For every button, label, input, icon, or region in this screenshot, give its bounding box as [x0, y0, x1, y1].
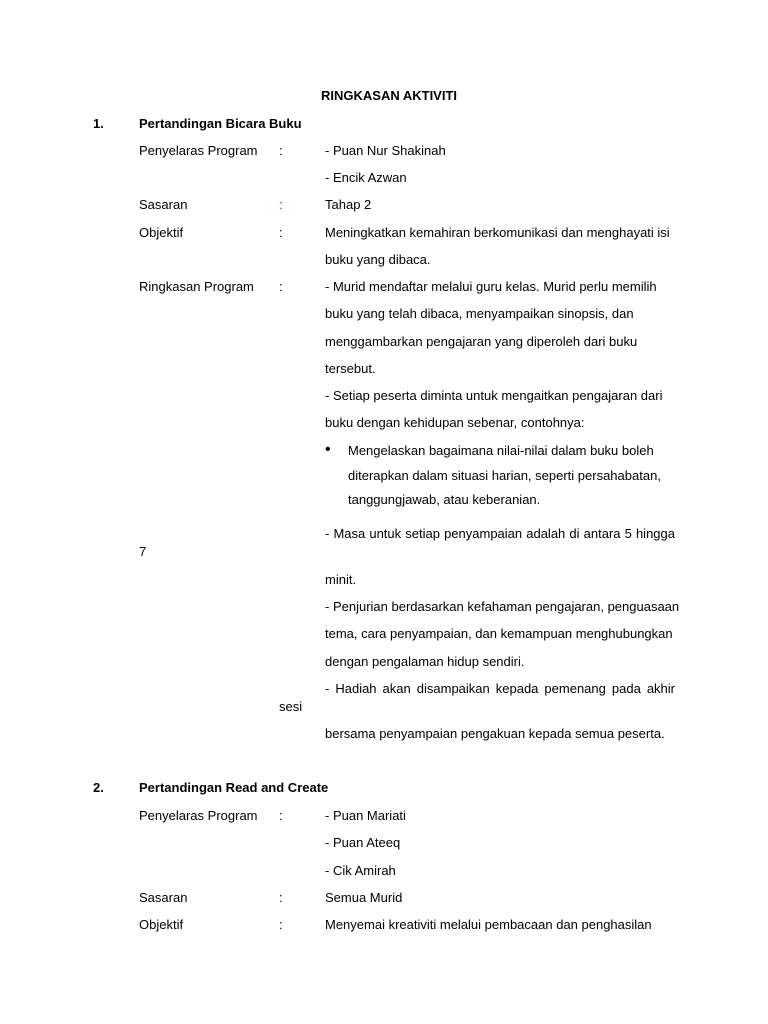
penyelaras-label: Penyelaras Program — [139, 143, 258, 158]
section-2-heading: Pertandingan Read and Create — [139, 780, 329, 795]
page-title: RINGKASAN AKTIVITI — [321, 88, 458, 103]
masa-line-1: - Masa untuk setiap penyampaian adalah di antara 5 hingga — [325, 526, 675, 541]
bullet-marker: • — [325, 441, 331, 458]
s2-penyelaras-1: - Puan Mariati — [325, 808, 406, 823]
s2-objektif-line-1: Menyemai kreativiti melalui pembacaan dan penghasilan — [325, 917, 652, 932]
s2-penyelaras-3: - Cik Amirah — [325, 863, 396, 878]
s2-penyelaras-2: - Puan Ateeq — [325, 835, 401, 850]
ringkasan-label: Ringkasan Program — [139, 279, 254, 294]
s2-penyelaras-label: Penyelaras Program — [139, 808, 258, 823]
sasaran-colon: : — [279, 197, 283, 212]
sasaran-value: Tahap 2 — [325, 197, 372, 212]
penyelaras-2: - Encik Azwan — [325, 170, 407, 185]
sasaran-label: Sasaran — [139, 197, 188, 212]
s2-sasaran-value: Semua Murid — [325, 890, 403, 905]
bullet-line-3: tanggungjawab, atau keberanian. — [348, 492, 541, 507]
s2-penyelaras-colon: : — [279, 808, 283, 823]
objektif-label: Objektif — [139, 225, 184, 240]
ringkasan-colon: : — [279, 279, 283, 294]
ringkasan-line-6: buku dengan kehidupan sebenar, contohnya: — [325, 415, 585, 430]
masa-overflow: 7 — [139, 544, 147, 559]
objektif-colon: : — [279, 225, 283, 240]
penyelaras-1: - Puan Nur Shakinah — [325, 143, 446, 158]
s2-sasaran-label: Sasaran — [139, 890, 188, 905]
ringkasan-line-2: buku yang telah dibaca, menyampaikan sinopsis, dan — [325, 306, 634, 321]
s2-objektif-colon: : — [279, 917, 283, 932]
ringkasan-line-5: - Setiap peserta diminta untuk mengaitkan pengajaran dari — [325, 388, 663, 403]
hadiah-line-2: bersama penyampaian pengakuan kepada semua peserta. — [325, 726, 665, 741]
bullet-line-2: diterapkan dalam situasi harian, seperti persahabatan, — [348, 468, 661, 483]
penjurian-line-2: tema, cara penyampaian, dan kemampuan menghubungkan — [325, 626, 673, 641]
masa-line-2: minit. — [325, 572, 357, 587]
bullet-line-1: Mengelaskan bagaimana nilai-nilai dalam buku boleh — [348, 443, 654, 458]
section-1-number: 1. — [93, 116, 104, 131]
section-1-heading: Pertandingan Bicara Buku — [139, 116, 302, 131]
section-2-number: 2. — [93, 780, 104, 795]
penjurian-line-1: - Penjurian berdasarkan kefahaman pengajaran, penguasaan — [325, 599, 680, 614]
penyelaras-colon: : — [279, 143, 283, 158]
objektif-line-1: Meningkatkan kemahiran berkomunikasi dan menghayati isi — [325, 225, 670, 240]
objektif-line-2: buku yang dibaca. — [325, 252, 431, 267]
ringkasan-line-3: menggambarkan pengajaran yang diperoleh dari buku — [325, 334, 638, 349]
ringkasan-line-4: tersebut. — [325, 361, 376, 376]
penjurian-line-3: dengan pengalaman hidup sendiri. — [325, 654, 525, 669]
s2-objektif-label: Objektif — [139, 917, 184, 932]
s2-sasaran-colon: : — [279, 890, 283, 905]
hadiah-overflow: sesi — [279, 699, 303, 714]
ringkasan-line-1: - Murid mendaftar melalui guru kelas. Murid perlu memilih — [325, 279, 657, 294]
hadiah-line-1: - Hadiah akan disampaikan kepada pemenang pada akhir — [325, 681, 675, 696]
